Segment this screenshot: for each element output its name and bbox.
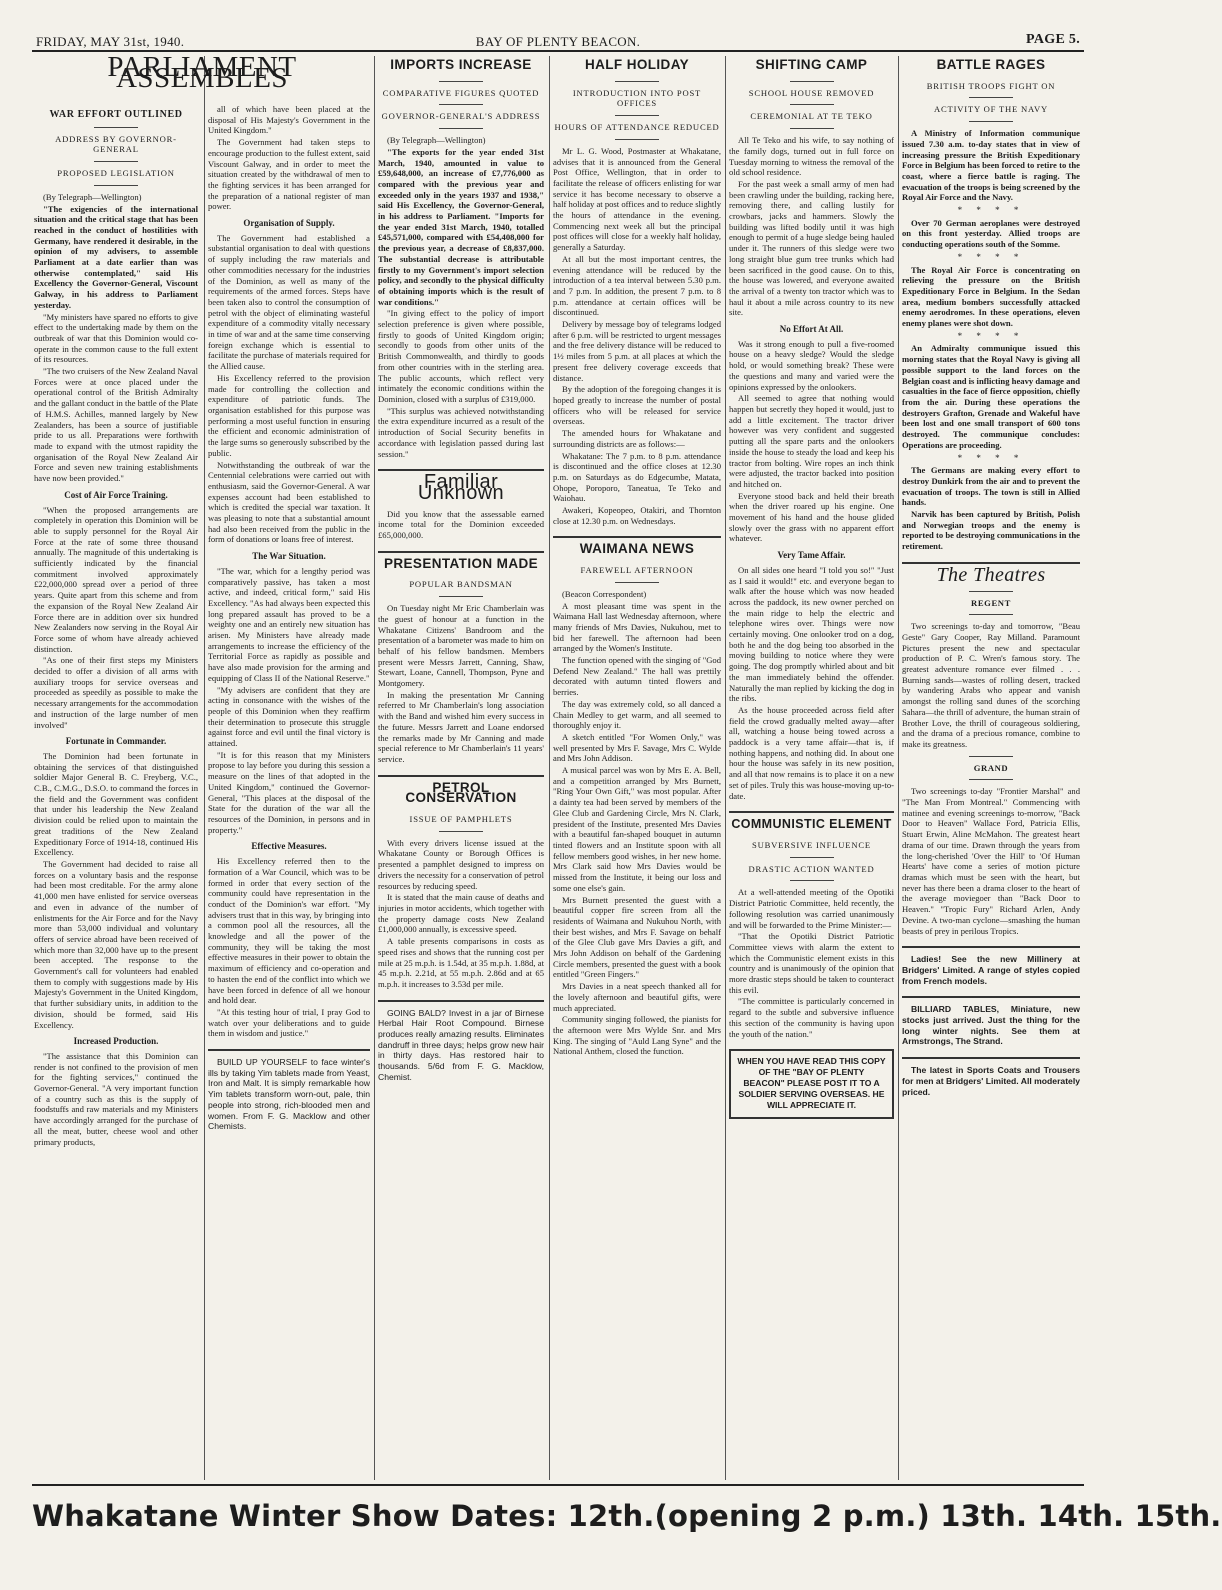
paragraph: The Government had decided to raise all forces on a voluntary basis and the response had been most creditable. For the army alone 41,000 men have enlisted for service overseas and even in advance of the number of enlistments for the Air Force and for the Navy more than 53,000 individual and voluntary offers of service abroad have been received of which more than 32,000 have up to the present been accepted. The response to the Government's call for volunteers had enabled them to comply with suggestions made by His Majesty's Government in the United Kingdom, that further subsidiary units, in addition to the division, should be formed, said His Excellency. bbox=[34, 859, 198, 1030]
paragraph: Mrs Davies in a neat speech thanked all for the lovely afternoon and beautiful gifts, were much appreciated. bbox=[553, 981, 721, 1013]
section-heading: Increased Production. bbox=[73, 1036, 159, 1047]
divider bbox=[439, 104, 483, 105]
divider bbox=[729, 811, 894, 813]
winter-show-banner: Whakatane Winter Show Dates: 12th.(opening 2 p.m.) 13th. 14th. 15th. bbox=[32, 1484, 1084, 1546]
divider bbox=[615, 582, 659, 583]
divider bbox=[969, 591, 1013, 592]
presentation-subheading: POPULAR BANDSMAN bbox=[409, 579, 513, 590]
paragraph: Did you know that the assessable earned income total for the Dominion exceeded £65,000,000. bbox=[378, 508, 544, 541]
divider bbox=[790, 128, 834, 129]
divider bbox=[790, 880, 834, 881]
divider bbox=[969, 97, 1013, 98]
star-separator: * * * * bbox=[957, 452, 1025, 463]
star-separator: * * * * bbox=[957, 205, 1025, 216]
paragraph: As the house proceeded across field after field the crowd gradually melted away—after all, watching a house being towed across a paddock is a very tame affair—that is, if nothing happens, and nothing did. In about one hour the house was safely in its new position, and all that now remains is to place it on a new set of piles. Truly this was house-moving up-to-date. bbox=[729, 704, 894, 801]
section-heading: Cost of Air Force Training. bbox=[64, 489, 168, 500]
divider bbox=[969, 779, 1013, 780]
paragraph: Two screenings to-day and tomorrow, "Beau Geste" Gary Cooper, Ray Milland. Paramount Pictures present the new and spectacular production of P. C. Wren's famous story. The greatest adventure romance ever filmed . . . Burning sands—wastes of rolling desert, tracked by wandering Arabs who appear and vanish amongst the rolling sand dunes of the scorching Sahara—the thrill of adventure, the human strain of Brother Love, the thrill of courageous soldiering, and the drama of a precious romance, combine to make its greatness. bbox=[902, 621, 1080, 749]
divider bbox=[439, 831, 483, 832]
paragraph: Everyone stood back and held their breath when the driver roared up his engine. One movement of his hand and the house glided slowly over the grass with no apparent effort whatever. bbox=[729, 490, 894, 544]
paragraph: The Government had established a substantial organisation to deal with questions of supply including the raw materials and other commodities necessary for the industries of the Dominion, as well as many of the requirements of the armed forces. Steps have been taken also to control the consumption of petrol with the object of eliminating wasteful expenditure of a commodity vitally necessary in time of war and at the same time conserving foreign exchange which is essential to facilitate the purchase of materials required for the Allied cause. bbox=[208, 232, 370, 372]
paragraph: By the adoption of the foregoing changes it is hoped greatly to increase the number of postal officers who will be released for service overseas. bbox=[553, 384, 721, 427]
byline: (By Telegraph—Wellington) bbox=[43, 191, 142, 202]
column-rule bbox=[898, 56, 899, 1480]
paragraph: "The war, which for a lengthy period was comparatively passive, has taken a most active, and indeed, critical form," said His Excellency. "As had always been expected this long prepared assault has proved to be a weighty one and an entirely new situation has arisen. My Ministers have already made arrangements to increase the efficiency of the Territorial Force as rapidly as possible and have also made provision for the arming and equipping of Class II of the National Reserve." bbox=[208, 565, 370, 683]
paragraph: His Excellency referred to the provision made for controlling the collection and expenditure of patriotic funds. The organisation established for this purpose was performing a most useful function in ensuring the efficient and economic administration of the large sums so generously subscribed by the public. bbox=[208, 372, 370, 458]
regent-heading: REGENT bbox=[971, 597, 1011, 608]
paragraph: all of which have been placed at the disposal of His Majesty's Government in the United Kingdom." bbox=[208, 104, 370, 136]
star-separator: * * * * bbox=[957, 251, 1025, 262]
paragraph: "The committee is particularly concerned in regard to the subtle and subversive influence this section of the community is having upon the youth of the nation." bbox=[729, 996, 894, 1039]
paragraph: On all sides one heard "I told you so!" "Just as I said it would!" etc. and everyone began to walk after the house which was now headed across the paddock, its new owner perched on the main ridge to help the electric and telephone wires over. Things were now certainly moving. One onlooker trod on a dog, both he and the dog being too absorbed in the moving building to notice where they were going. The dog promptly whirled about and bit the man immediately behind the offender. Naturally the man replied by kicking the dog in the ribs. bbox=[729, 564, 894, 704]
column-rule bbox=[725, 56, 726, 1480]
paragraph: Community singing followed, the pianists for the afternoon were Mrs Wylde Snr. and Mrs King. The singing of "Auld Lang Syne" and the National Anthem, closed the function. bbox=[553, 1014, 721, 1057]
divider bbox=[378, 551, 544, 553]
paragraph: With every drivers license issued at the Whakatane County or Borough Offices is presented a pamphlet designed to impress on drivers the necessity for a conservation of petrol resources by reducing speed. bbox=[378, 837, 544, 891]
section-heading: Effective Measures. bbox=[251, 841, 327, 852]
newspaper-name: BAY OF PLENTY BEACON. bbox=[475, 34, 641, 49]
divider bbox=[615, 139, 659, 140]
presentation-headline: PRESENTATION MADE bbox=[383, 555, 539, 571]
divider bbox=[439, 81, 483, 82]
column-3 bbox=[378, 56, 544, 1480]
divider bbox=[902, 946, 1080, 948]
soldier-notice-box bbox=[729, 1049, 894, 1119]
paragraph: "It is for this reason that my Ministers propose to lay before you during this session a measure on the lines of that adopted in the United Kingdom," continued the Governor-General, "This places at the disposal of the State for the duration of the war all the resources of the Dominion, in persons and in property." bbox=[208, 749, 370, 835]
section-heading: Fortunate in Commander. bbox=[65, 736, 167, 747]
paragraph: On Tuesday night Mr Eric Chamberlain was the guest of honour at a function in the Whakatane Citizens' Bandroom and the presentation of a barometer was made to him on behalf of his fellow bandsmen. Members present were Messrs Jarrett, Canning, Shaw, Stewart, Loane, Cannell, Thompson, Pyne and Montgomery. bbox=[378, 603, 544, 689]
page-number: PAGE 5. bbox=[1026, 32, 1080, 47]
shifting-subheading-2: CEREMONIAL AT TE TEKO bbox=[750, 111, 873, 122]
paragraph: The function opened with the singing of "God Defend New Zealand." The hall was prettily decorated with autumn tinted flowers and berries. bbox=[553, 655, 721, 698]
paragraph: Notwithstanding the outbreak of war the Centennial celebrations were carried out with enthusiasm, said the Governor-General. A war expenses account had been established to which is credited the special war taxation. It was pleasing to note that a substantial amount had also been received from the public in the form of donations or loans free of interest. bbox=[208, 459, 370, 545]
paragraph: Mrs Burnett presented the guest with a beautiful copper fire screen from all the residents of Waimana and Nukuhou North, with their best wishes, and Mrs F. Savage on behalf of the Glee Club gave Mrs Davies a gift, and Mrs John Addison on behalf of the Gardening Circle members, presented the guest with a book entitled "Green Fingers." bbox=[553, 894, 721, 980]
paragraph: The Dominion had been fortunate in obtaining the services of that distinguished soldier Major General B. C. Freyberg, V.C., C.B., C.M.G., D.S.O. to command the forces in the field and the Government was confident that under his leadership the New Zealand division could be relied upon to maintain the great traditions of the New Zealand Expeditionary Force of 1914-18, continued His Excellency. bbox=[34, 750, 198, 858]
waimana-subheading: FAREWELL AFTERNOON bbox=[580, 565, 694, 576]
column-2 bbox=[208, 104, 370, 1480]
parliament-subheading: WAR EFFORT OUTLINED bbox=[49, 109, 183, 120]
battle-headline: BATTLE RAGES bbox=[936, 57, 1046, 72]
column-rule bbox=[549, 56, 550, 1480]
advert-billiards: BILLIARD TABLES, Miniature, new stocks just arrived. Just the thing for the long winter nights. See them at Armstrongs, The Strand. bbox=[902, 1004, 1080, 1047]
parliament-headline: PARLIAMENT ASSEMBLES bbox=[107, 51, 297, 94]
paragraph: "My ministers have spared no efforts to give effect to the undertaking made by them on the outbreak of war that this Dominion would co-operate in the common cause to the full extent of its resources. bbox=[34, 311, 198, 365]
paragraph: For the past week a small army of men had been crawling under the building, racking here, removing there, and calling lustily for crowbars, jacks and hammers. Slowly the building was lifted bodily until it was high enough to permit of a huge sledge being hauled under it. The runners of this sledge were two long straight blue gum tree trunks which had been sacrificed in the good cause. On to this, the house was lowered, and everyone awaited the arrival of a twenty ton tractor which was to haul it about a mile across country to its new site. bbox=[729, 178, 894, 318]
paragraph: An Admiralty communique issued this morning states that the Royal Navy is giving all possible support to the land forces on the Belgian coast and is inflicting heavy damage and casualties in the face of fierce opposition, chiefly from the air. During these operations the destroyers Grafton, Grenade and Wakeful have been lost and one small transport of 600 tons destroyed. The communique concludes: Operations are proceeding. bbox=[902, 343, 1080, 450]
paragraph: Awakeri, Kopeopeo, Otakiri, and Thornton close at 12.30 p.m. on Wednesdays. bbox=[553, 505, 721, 526]
paragraph: At all but the most important centres, the evening attendance will be reduced by the introduction of a tea interval between 5.30 p.m. and 7 p.m. In addition, the present 7 p.m. to 8 p.m. attendance at certain offices will be discontinued. bbox=[553, 253, 721, 318]
paragraph: His Excellency referred then to the formation of a War Council, which was to be formed in order that every section of the community could have representation in the conduct of the Dominion's war effort. "My advisers trust that in this way, by bringing into a common pool all the resources, all the knowledge and all the power of the community, they will be taking the most effective measures in their power to obtain the maximum of efficiency and co-operation and to hasten the end of the conflict into which we have been forced in defence of all we honour and hold dear. bbox=[208, 856, 370, 1006]
parliament-article-col1 bbox=[34, 104, 198, 1480]
paragraph: Mr L. G. Wood, Postmaster at Whakatane, advises that it is announced from the General Post Office, Wellington, that in order to facilitate the release of officers enlisting for war service it has become necessary to observe a half holiday at post offices and to reduce slightly the hours of attendance in the evening. Commencing next week all but the principal post offices will close for a weekly half holiday, generally a Saturday. bbox=[553, 145, 721, 253]
paragraph: Was it strong enough to pull a five-roomed house on a heavy sledge? Would the sledge hold, or would something break? These were the questions and many and varied were the opinions expressed by the onlookers. bbox=[729, 338, 894, 392]
paragraph: The amended hours for Whakatane and surrounding districts are as follows:— bbox=[553, 428, 721, 449]
divider bbox=[969, 756, 1013, 757]
section-heading: Organisation of Supply. bbox=[243, 218, 335, 229]
byline: (Beacon Correspondent) bbox=[562, 588, 647, 599]
divider bbox=[902, 1057, 1080, 1059]
byline: (By Telegraph—Wellington) bbox=[387, 135, 486, 146]
divider bbox=[615, 115, 659, 116]
divider bbox=[969, 121, 1013, 122]
issue-date: FRIDAY, MAY 31st, 1940. bbox=[36, 34, 185, 49]
divider bbox=[790, 857, 834, 858]
advert-yim: BUILD UP YOURSELF to face winter's ills by taking Yim tablets made from Yeast, Iron and Malt. It is simply remarkable how Yim tablets transform worn-out, pale, thin people into strong, rich-blooded men and women. From F. G. Macklow and other Chemists. bbox=[208, 1057, 370, 1132]
column-4 bbox=[553, 56, 721, 1480]
paragraph: In making the presentation Mr Canning referred to Mr Chamberlain's long association with the Band and wished him every success in the future. Messrs Jarrett and Loane endorsed the remarks made by Mr Canning and made special reference to Mr Chamberlain's 11 years' service. bbox=[378, 689, 544, 764]
divider bbox=[439, 596, 483, 597]
section-heading: The War Situation. bbox=[252, 551, 326, 562]
paragraph: It is stated that the main cause of deaths and injuries in motor accidents, which together with the property damage costs New Zealand £1,000,000 annually, is excessive speed. bbox=[378, 892, 544, 935]
paragraph: Delivery by message boy of telegrams lodged after 6 p.m. will be restricted to urgent messages and the free delivery distance will be reduced to 1½ miles from 5 p.m. at all places at which the present free delivery coverage exceeds that distance. bbox=[553, 319, 721, 383]
divider bbox=[94, 161, 138, 162]
paragraph: The day was extremely cold, so all danced a Chain Medley to get warm, and all seemed to thoroughly enjoy it. bbox=[553, 698, 721, 731]
paragraph: "My advisers are confident that they are acting in consonance with the wishes of the people of this Dominion when they reaffirm their determination to prosecute this struggle against force and evil until the final victory is attained. bbox=[208, 684, 370, 749]
paragraph: A Ministry of Information communique issued 7.30 a.m. to-day states that in view of increasing pressure the British Expeditionary Force in Belgium has been forced to retire to the coast, where a fierce battle is raging. The evacuation of the troops is being screened by the Royal Air Force and the Navy. bbox=[902, 128, 1080, 203]
paragraph: "That the Opotiki District Patriotic Committee views with alarm the extent to which the Communistic element exists in this country and is unanimously of the opinion that more drastic steps should be taken to counteract this evil. bbox=[729, 931, 894, 995]
paragraph: Whakatane: The 7 p.m. to 8 p.m. attendance is discontinued and the office closes at 12.30 p.m. on Saturdays as do Edgecumbe, Matata, Ohope, Poroporo, Taneatua, Te Teko and Waiohau. bbox=[553, 450, 721, 504]
divider bbox=[553, 536, 721, 538]
parliament-subheading-2: ADDRESS BY GOVERNOR-GENERAL bbox=[55, 133, 177, 155]
divider bbox=[439, 128, 483, 129]
paragraph: "The exports for the year ended 31st March, 1940, amounted in value to £59,648,000, an increase of £7,776,000 as compared with the previous year and exceeded only in the years 1937 and 1938," said His Excellency, the Governor-General, in his address to Parliament. "Imports for the year ended 31st March, 1940, totalled £45,571,000, compared with £54,408,000 for the previous year, a decrease of £8,837,000. The substantial decrease is attributable firstly to my Government's import selection policy, and secondly to the physical difficulty of obtaining imports which is the result of war conditions." bbox=[378, 146, 544, 307]
divider bbox=[378, 775, 544, 777]
paragraph: Over 70 German aeroplanes were destroyed on this front yesterday. Allied troops are conducting operations south of the Somme. bbox=[902, 217, 1080, 250]
imports-subheading: COMPARATIVE FIGURES QUOTED bbox=[382, 87, 540, 98]
communist-subheading-2: DRASTIC ACTION WANTED bbox=[748, 863, 875, 874]
parliament-subheading-3: PROPOSED LEGISLATION bbox=[57, 168, 175, 179]
holiday-headline: HALF HOLIDAY bbox=[584, 57, 690, 72]
paragraph: "In giving effect to the policy of import selection preference is given where possible, firstly to goods of United Kingdom origin; secondly to goods from other units of the British Commonwealth, and thirdly to goods from other countries with in the sterling area. The public accounts, which reflect very intimately the economic conditions within the Dominion, closed with a surplus of £319,000. bbox=[378, 308, 544, 404]
paragraph: "When the proposed arrangements are completely in operation this Dominion will be able to supply personnel for the Royal Air Force at the rate of some three thousand annually. The magnitude of this undertaking is sufficiently indicated by the financial commitment involved approximately £22,000,000 spread over a period of three years. Quite apart from this scheme and from the expansion of the Royal New Zealand Air Force there are in addition over six hundred New Zealanders now serving in the Royal Air Force some of whom have already achieved distinction. bbox=[34, 504, 198, 654]
waimana-headline: WAIMANA NEWS bbox=[579, 541, 695, 557]
divider bbox=[969, 614, 1013, 615]
communist-subheading: SUBVERSIVE INFLUENCE bbox=[752, 840, 871, 850]
paragraph: A table presents comparisons in costs as speed rises and shows that the running cost per mile at 25 m.p.h. is 1.54d, at 35 m.p.h. 1.88d, at 45 m.p.h. 2.21d, at 55 m.p.h. 2.86d and at 65 m.p.h. it increases to 3.53d per mile. bbox=[378, 936, 544, 989]
soldier-notice: WHEN YOU HAVE READ THIS COPY OF THE "BAY OF PLENTY BEACON" PLEASE POST IT TO A SOLDIER SERVING OVERSEAS. HE WILL APPRECIATE IT. bbox=[737, 1056, 886, 1111]
petrol-subheading: ISSUE OF PAMPHLETS bbox=[409, 814, 513, 825]
paragraph: "The assistance that this Dominion can render is not confined to the provision of men for the fighting services," continued the Governor-General. "A very important function of a country such as this is the supply of foodstuffs and raw materials and my Ministers have accordingly arranged for the purchase of all the meat, butter, cheese wool and other primary products, bbox=[34, 1050, 198, 1147]
theatres-headline: The Theatres bbox=[936, 563, 1046, 586]
section-heading: Very Tame Affair. bbox=[777, 550, 846, 561]
divider bbox=[790, 81, 834, 82]
paragraph: "As one of their first steps my Ministers decided to offer a division of all arms with auxiliary troops for service overseas and proceeded as speedily as possible to make the necessary arrangements for the accommodation and instruction of the large number of men involved" bbox=[34, 655, 198, 730]
paragraph: A sketch entitled "For Women Only," was well presented by Mrs F. Savage, Mrs C. Wylde and Mrs John Addison. bbox=[553, 731, 721, 764]
holiday-subheading-2: HOURS OF ATTENDANCE REDUCED bbox=[554, 122, 720, 133]
column-6 bbox=[902, 56, 1080, 1480]
paragraph: "The exigencies of the international situation and the critical stage that has been reached in the conduct of hostilities with Germany, have rendered it desirable, in the opinion of my advisers, to assemble Parliament at a date earlier than was otherwise contemplated," said His Excellency the Governor-General, Viscount Galway, in his address to Parliament yesterday. bbox=[34, 203, 198, 310]
paragraph: At a well-attended meeting of the Opotiki District Patriotic Committee, held recently, the following resolution was carried unanimously and will be forwarded to the Prime Minister:— bbox=[729, 887, 894, 930]
column-5 bbox=[729, 56, 894, 1480]
masthead bbox=[32, 28, 1084, 52]
parliament-headline-wrap bbox=[34, 51, 370, 94]
divider bbox=[790, 104, 834, 105]
paragraph: "This surplus was achieved notwithstanding the extra expenditure incurred as a result of the introduction of Social Security benefits in accordance with legislation passed during last session." bbox=[378, 405, 544, 459]
column-rule bbox=[204, 56, 205, 1480]
holiday-subheading: INTRODUCTION INTO POST OFFICES bbox=[572, 87, 702, 109]
divider bbox=[208, 1049, 370, 1051]
paragraph: A musical parcel was won by Mrs E. A. Bell, and a competition arranged by Mrs Burnett, "Ring Your Own Gift," was most popular. After a dainty tea had been served by members of the Glee Club and Gardening Circle, Mrs N. Clark, president of the Institute, presented Mrs Davies with a beautiful fan-shaped bouquet in autumn tinted flowers and an Institute spoon with all fellow members good wishes, in her new home. Mrs Clark said how Mrs Davies would be missed from the Institute, it being our loss and some one else's gain. bbox=[553, 765, 721, 893]
paragraph: Narvik has been captured by British, Polish and Norwegian troops and the enemy is reported to be destroying communications in the retirement. bbox=[902, 509, 1080, 552]
battle-subheading-2: ACTIVITY OF THE NAVY bbox=[934, 104, 1048, 115]
imports-headline: IMPORTS INCREASE bbox=[390, 57, 532, 72]
paragraph: A most pleasant time was spent in the Waimana Hall last Wednesday afternoon, where many friends of Mrs Davies, Nukuhou, met to bid her farewell. The afternoon had been arranged by the Women's Institute. bbox=[553, 600, 721, 654]
paragraph: "The two cruisers of the New Zealand Naval Forces were at once placed under the operational control of the British Admiralty and the gallant conduct in the battle of the Plate of H.M.S. Achilles, manned largely by New Zealanders, has been a source of justifiable pride to us all. Preparations were forthwith made to expand with the utmost rapidity the organisation of the Royal New Zealand Air Force and seven new training establishments have now been provided." bbox=[34, 366, 198, 484]
shifting-subheading: SCHOOL HOUSE REMOVED bbox=[748, 87, 875, 98]
advert-millinery: Ladies! See the new Millinery at Bridgers' Limited. A range of styles copied from French models. bbox=[902, 954, 1080, 986]
imports-subheading-2: GOVERNOR-GENERAL'S ADDRESS bbox=[381, 111, 541, 122]
paragraph: Two screenings to-day "Frontier Marshal" and "The Man From Montreal." Commencing with matinee and evening screenings to-morrow, "Back Door to Heaven" Wallace Ford, Patricia Ellis, Stuart Erwin, Aline McMahon. The greatest heart drama of our time. Drawn through the years from the long-cherished 'Over the Hill' to 'Of Human Hearts' have come a series of motion picture dramas which must be seen with the heart, but never has there been a drama closer to the heart of the average moviegoer than "Back Door to Heaven." "Tropic Fury" Richard Arlen, Andy Devine. A two-man cyclone—smashing the human beasts of prey in perilous Tropics. bbox=[902, 786, 1080, 936]
divider bbox=[94, 127, 138, 128]
advert-sports-coats: The latest in Sports Coats and Trousers for men at Bridgers' Limited. All moderately priced. bbox=[902, 1065, 1080, 1097]
star-separator: * * * * bbox=[957, 330, 1025, 341]
column-rule bbox=[374, 56, 375, 1480]
divider bbox=[902, 996, 1080, 998]
paragraph: All seemed to agree that nothing would happen but secretly they hoped it would, just to add a little excitement. The tractor driver however was very confident and suggested putting all the spare parts and the onlookers inside the house to steady the load and keep his tractor from bolting. Wire ropes an inch think were adjusted, the tractor backed into position and hitched on. bbox=[729, 393, 894, 489]
paragraph: The Royal Air Force is concentrating on relieving the pressure on the British Expeditionary Force in Belgium. In the Sedan area, medium bombers successfully attacked enemy aerodromes. In these operations, eleven enemy planes were shot down. bbox=[902, 264, 1080, 329]
shifting-headline: SHIFTING CAMP bbox=[755, 57, 868, 72]
advert-bald: GOING BALD? Invest in a jar of Birnese Herbal Hair Root Compound. Birnese produces really amazing results. Eliminates dandruff in three days; helps grow new hair in thirty days. Has restored hair to thousands. 5/6d from F. G. Macklow, Chemist. bbox=[378, 1007, 544, 1082]
battle-subheading: BRITISH TROOPS FIGHT ON bbox=[926, 80, 1056, 91]
paragraph: All Te Teko and his wife, to say nothing of the family dogs, turned out in full force on Tuesday morning to witness the removal of the old school residence. bbox=[729, 135, 894, 178]
petrol-headline: PETROL CONSERVATION bbox=[405, 779, 517, 806]
grand-heading: GRAND bbox=[973, 762, 1009, 773]
divider bbox=[615, 81, 659, 82]
divider bbox=[94, 185, 138, 186]
paragraph: "At this testing hour of trial, I pray God to watch over your deliberations and to guide them in wisdom and justice." bbox=[208, 1006, 370, 1039]
divider bbox=[378, 1000, 544, 1002]
communist-headline: COMMUNISTIC ELEMENT bbox=[731, 817, 892, 832]
paragraph: The Germans are making every effort to destroy Dunkirk from the air and to prevent the evacuation of troops. The town is still in Allied hands. bbox=[902, 465, 1080, 508]
familiar-headline: Familiar Unknown bbox=[417, 471, 505, 504]
paragraph: The Government had taken steps to encourage production to the fullest extent, said Viscount Galway, and in order to meet the situation created by the withdrawal of men to the fighting services it has been arranged for the preparation of a national register of man power. bbox=[208, 137, 370, 212]
section-heading: No Effort At All. bbox=[779, 324, 844, 335]
